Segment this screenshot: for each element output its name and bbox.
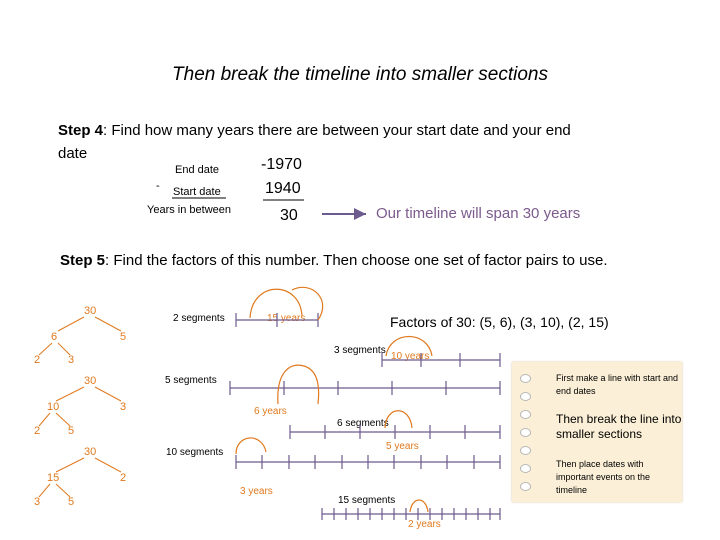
- ring-hole-icon: [520, 428, 531, 437]
- tree1-right: 5: [120, 331, 127, 343]
- tree3-right: 2: [120, 472, 127, 484]
- timeline3-years-label: 6 years: [254, 406, 287, 417]
- span-text-pre: Our timeline will span: [376, 205, 523, 222]
- jump-arrow-icon: [250, 289, 302, 318]
- timeline6-years-label: 2 years: [408, 519, 441, 530]
- timeline2: [382, 353, 500, 367]
- ring-hole-icon: [520, 410, 531, 419]
- note-line-1: First make a line with start and end dates: [556, 373, 679, 396]
- years-result-value: 30: [280, 207, 298, 224]
- tree1-leaf-right: 3: [68, 354, 75, 366]
- years-between-label: Years in between: [147, 204, 231, 216]
- jump-arrow-icon: [386, 337, 432, 357]
- tree3-root: 30: [84, 446, 97, 458]
- ring-hole-icon: [520, 392, 531, 401]
- timeline3-segments-label: 5 segments: [165, 375, 217, 386]
- timeline4: [290, 425, 500, 439]
- timeline6: [322, 508, 500, 520]
- factor-tree-branches: [39, 317, 121, 497]
- tree2-left: 10: [47, 401, 60, 413]
- notebook-note: [512, 362, 682, 502]
- step5-text: : Find the factors of this number. Then choose one set of factor pairs to use.: [105, 252, 608, 269]
- ring-hole-icon: [520, 446, 531, 455]
- tree3-left: 15: [47, 472, 60, 484]
- start-date-value: 1940: [265, 180, 301, 197]
- jump-arrow-icon: [236, 438, 266, 454]
- tree3-leaf-left: 3: [34, 496, 41, 508]
- timeline1-segments-label: 2 segments: [173, 313, 225, 324]
- end-date-value: -1970: [261, 156, 302, 173]
- step4-text-line2: date: [58, 145, 88, 162]
- minus-sign: -: [156, 180, 160, 192]
- span-text-post: years: [539, 205, 581, 222]
- span-value: 30: [522, 205, 540, 222]
- timeline2-segments-label: 3 segments: [334, 345, 386, 356]
- page-title: Then break the timeline into smaller sections: [172, 64, 548, 85]
- timeline1: [236, 313, 318, 327]
- tree2-root: 30: [84, 375, 97, 387]
- timeline5: [236, 455, 500, 469]
- timeline5-years-label: 3 years: [240, 486, 273, 497]
- ring-hole-icon: [520, 374, 531, 383]
- tree2-leaf-right: 5: [68, 425, 75, 437]
- end-date-label: End date: [175, 164, 220, 176]
- tree3-leaf-right: 5: [68, 496, 75, 508]
- step4-label: Step 4: [58, 122, 104, 139]
- timeline6-segments-label: 15 segments: [338, 495, 396, 506]
- tree1-left: 6: [51, 331, 58, 343]
- factors-text: Factors of 30: (5, 6), (3, 10), (2, 15): [390, 314, 609, 330]
- timeline5-segments-label: 10 segments: [166, 447, 224, 458]
- start-date-label: Start date: [173, 186, 221, 198]
- ring-hole-icon: [520, 464, 531, 473]
- step5-label: Step 5: [60, 252, 106, 269]
- jump-arrow-icon: [385, 411, 412, 428]
- tree1-root: 30: [84, 305, 97, 317]
- timeline4-segments-label: 6 segments: [337, 418, 389, 429]
- step4-text: : Find how many years there are between your start date and your end: [103, 122, 571, 139]
- ring-hole-icon: [520, 482, 531, 491]
- note-line-2: Then break the line into smaller sections: [556, 412, 682, 441]
- timeline1-years-label: 15 years: [267, 313, 306, 324]
- note-line-3: Then place dates with important events on the timeline: [556, 459, 651, 495]
- timeline3: [230, 381, 500, 395]
- tree2-leaf-left: 2: [34, 425, 41, 437]
- timeline2-years-label: 10 years: [391, 351, 430, 362]
- tree2-right: 3: [120, 401, 127, 413]
- jump-arrow-icon: [410, 500, 428, 512]
- tree1-leaf-left: 2: [34, 354, 41, 366]
- timeline4-years-label: 5 years: [386, 441, 419, 452]
